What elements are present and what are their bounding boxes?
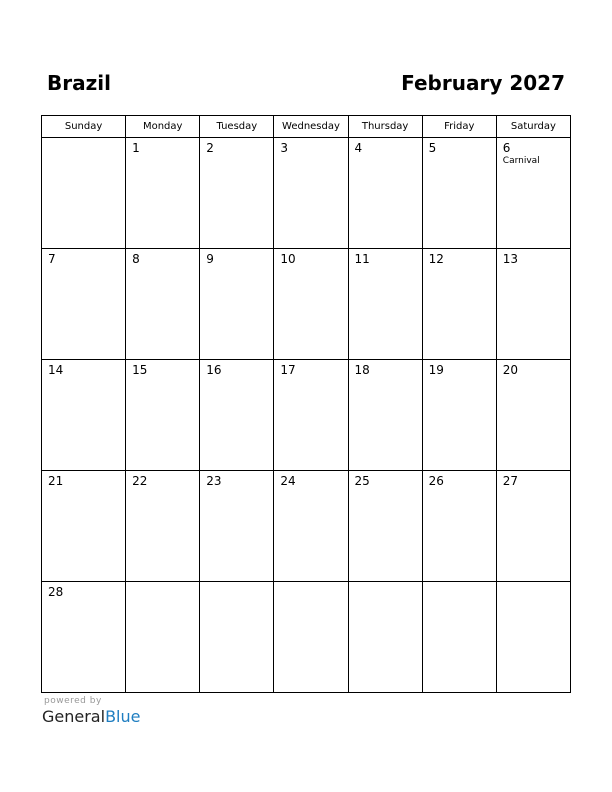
day-number: 4 [354,141,363,155]
weekday-header: Tuesday [200,116,274,138]
day-number: 16 [206,363,222,377]
day-cell [126,360,200,471]
day-cell [42,249,126,360]
day-cell [422,471,496,582]
week-row [42,582,571,693]
brand-general: General [42,707,106,726]
day-number [423,582,496,586]
day-number: 1 [132,141,140,155]
day-number [126,582,199,586]
day-number: 15 [132,363,148,377]
day-cell [348,360,422,471]
calendar-grid [41,115,571,693]
day-number: 27 [502,474,519,488]
day-number: 7 [48,252,56,266]
day-cell [496,582,570,693]
day-number: 2 [206,141,214,155]
day-cell [496,249,570,360]
generalblue-logo[interactable] [42,707,140,726]
day-cell [422,582,496,693]
day-number: 14 [48,363,64,377]
day-number [497,582,570,586]
day-number: 26 [428,474,444,488]
day-cell [496,138,570,249]
day-cell [42,582,126,693]
day-cell [274,360,348,471]
day-number [42,138,125,142]
weekday-header: Friday [422,116,496,138]
day-cell [496,360,570,471]
day-cell [42,471,126,582]
day-number: 18 [354,363,370,377]
day-number: 20 [502,363,519,377]
day-number: 23 [206,474,222,488]
day-cell [42,138,126,249]
weekday-header: Sunday [42,116,126,138]
country-title: Brazil [47,71,111,95]
day-number: 9 [206,252,214,266]
weekday-header: Thursday [348,116,422,138]
day-cell [348,471,422,582]
week-row [42,360,571,471]
day-cell [126,249,200,360]
day-cell [200,360,274,471]
day-number: 6 [502,141,511,155]
day-cell [422,138,496,249]
day-cell [274,249,348,360]
weekday-header: Monday [126,116,200,138]
week-row [42,249,571,360]
holiday-label: Carnival [502,156,540,166]
day-cell [42,360,126,471]
day-number [349,582,422,586]
day-number: 25 [354,474,370,488]
day-number: 12 [428,252,444,266]
day-cell [126,582,200,693]
day-number: 10 [280,252,296,266]
day-cell [200,249,274,360]
day-number: 17 [280,363,296,377]
day-number: 19 [428,363,444,377]
day-number: 24 [280,474,296,488]
day-cell [422,249,496,360]
day-number: 28 [48,585,64,599]
day-cell [200,582,274,693]
day-cell [126,138,200,249]
day-cell [274,582,348,693]
day-cell [126,471,200,582]
day-number [200,582,273,586]
day-cell [422,360,496,471]
weekday-header: Saturday [496,116,570,138]
week-row [42,471,571,582]
week-row [42,138,571,249]
month-year-title: February 2027 [401,71,565,95]
day-cell [274,471,348,582]
day-number: 8 [132,252,140,266]
day-cell [200,471,274,582]
day-cell [274,138,348,249]
day-number: 5 [428,141,437,155]
day-number: 3 [280,141,289,155]
day-cell [348,249,422,360]
brand-blue: Blue [105,707,141,726]
day-cell [348,138,422,249]
day-number: 11 [354,252,370,266]
day-cell [496,471,570,582]
weekday-header-row [42,116,571,138]
day-number: 21 [48,474,64,488]
day-number: 13 [502,252,519,266]
day-cell [348,582,422,693]
powered-by-text: powered by [44,696,102,706]
day-number: 22 [132,474,148,488]
day-cell [200,138,274,249]
weekday-header: Wednesday [274,116,348,138]
day-number [274,582,347,586]
